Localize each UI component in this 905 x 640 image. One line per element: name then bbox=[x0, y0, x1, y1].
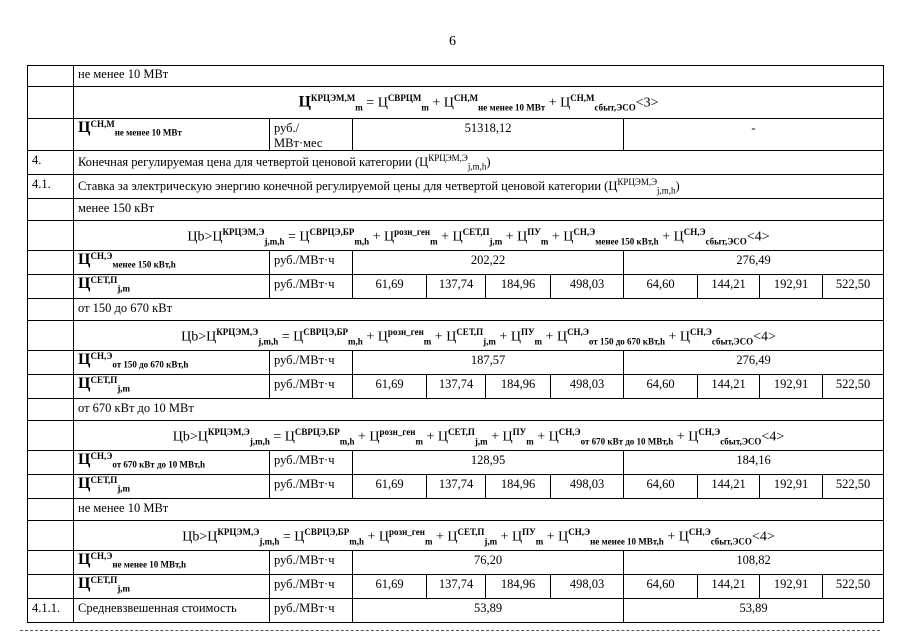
number-cell bbox=[28, 499, 74, 521]
unit-cell: руб./МВт·ч bbox=[270, 251, 353, 275]
symbol-cell: $Ц^{СЕТ,П}_{j,m}$ bbox=[74, 275, 270, 299]
number-cell bbox=[28, 251, 74, 275]
section-title-cell: Ставка за электрическую энергию конечной регулируемой цены для четвертой ценовой категории $(Ц^{КРЦЭМ,Э}_{j,m,h})$ bbox=[74, 175, 884, 199]
power-row bbox=[27, 199, 884, 221]
number-cell bbox=[28, 575, 74, 599]
net-value-cell: 522,50 bbox=[823, 475, 884, 499]
symbol-cell: $Ц^{СН,Э}_{от 670 кВт до 10 МВт,h}$ bbox=[74, 451, 270, 475]
sales-markup-row bbox=[27, 551, 884, 575]
net-value-cell: 498,03 bbox=[551, 375, 624, 399]
value-cell: - bbox=[624, 119, 884, 151]
net-value-cell: 137,74 bbox=[427, 275, 486, 299]
value-cell: 51318,12 bbox=[353, 119, 624, 151]
symbol-cell: $Ц^{СН,Э}_{от 150 до 670 кВт,h}$ bbox=[74, 351, 270, 375]
number-cell bbox=[28, 299, 74, 321]
net-value-cell: 498,03 bbox=[551, 275, 624, 299]
formula-cell: $Ц^{КРЦЭМ,М}_m = Ц^{СВРЦМ}_m + Ц^{СН,М}_{не менее 10 МВт} + Ц^{СН,М}_{сбыт,ЭСО}<3>$ bbox=[74, 87, 884, 119]
capacity-row bbox=[27, 119, 884, 151]
formula-row bbox=[27, 421, 884, 451]
net-value-cell: 184,96 bbox=[486, 475, 551, 499]
net-value-cell: 184,96 bbox=[486, 375, 551, 399]
net-value-cell: 192,91 bbox=[760, 575, 823, 599]
value-cell: 187,57 bbox=[353, 351, 624, 375]
formula-row bbox=[27, 87, 884, 119]
unit-cell: руб./МВт·ч bbox=[270, 275, 353, 299]
power-row bbox=[27, 499, 884, 521]
sales-markup-row bbox=[27, 251, 884, 275]
section-4-row bbox=[27, 151, 884, 175]
net-tariff-row bbox=[27, 275, 884, 299]
net-value-cell: 498,03 bbox=[551, 575, 624, 599]
unit-cell: руб./МВт·ч bbox=[270, 451, 353, 475]
unit-cell: руб./МВт·ч bbox=[270, 475, 353, 499]
number-cell bbox=[28, 65, 74, 87]
net-value-cell: 522,50 bbox=[823, 575, 884, 599]
number-cell bbox=[28, 475, 74, 499]
power-label-cell: менее 150 кВт bbox=[74, 199, 884, 221]
net-value-cell: 61,69 bbox=[353, 275, 427, 299]
net-value-cell: 64,60 bbox=[624, 275, 698, 299]
net-value-cell: 144,21 bbox=[698, 475, 760, 499]
net-value-cell: 192,91 bbox=[760, 375, 823, 399]
value-cell: 108,82 bbox=[624, 551, 884, 575]
value-cell: 184,16 bbox=[624, 451, 884, 475]
power-row bbox=[27, 399, 884, 421]
power-label-cell: не менее 10 МВт bbox=[74, 65, 884, 87]
unit-cell: руб./МВт·ч bbox=[270, 575, 353, 599]
symbol-cell: $Ц^{СЕТ,П}_{j,m}$ bbox=[74, 375, 270, 399]
value-cell: 53,89 bbox=[624, 599, 884, 623]
net-value-cell: 522,50 bbox=[823, 375, 884, 399]
net-value-cell: 61,69 bbox=[353, 375, 427, 399]
number-cell bbox=[28, 351, 74, 375]
net-value-cell: 64,60 bbox=[624, 475, 698, 499]
net-value-cell: 64,60 bbox=[624, 575, 698, 599]
formula-cell: $Цb>Ц^{КРЦЭМ,Э}_{j,m,h} = Ц^{СВРЦЭ,БР}_{m,h} + Ц^{розн\_ген}_m + Ц^{СЕТ,П}_{j,m} + Ц^{ПУ}_m + Ц^{СН,Э}_{не менее 10 МВт,h} + Ц^{СН,Э}_{сбыт,ЭСО}<4>$ bbox=[74, 521, 884, 551]
unit-cell: руб./МВт·ч bbox=[270, 375, 353, 399]
net-value-cell: 144,21 bbox=[698, 575, 760, 599]
sales-markup-row bbox=[27, 451, 884, 475]
section-4-1-row bbox=[27, 175, 884, 199]
net-value-cell: 498,03 bbox=[551, 475, 624, 499]
number-cell bbox=[28, 119, 74, 151]
symbol-cell: $Ц^{СН,Э}_{не менее 10 МВт,h}$ bbox=[74, 551, 270, 575]
net-value-cell: 144,21 bbox=[698, 275, 760, 299]
value-cell: 276,49 bbox=[624, 251, 884, 275]
number-cell bbox=[28, 421, 74, 451]
value-cell: 76,20 bbox=[353, 551, 624, 575]
number-cell bbox=[28, 87, 74, 119]
number-cell: 4.1.1. bbox=[28, 599, 74, 623]
table-top-border bbox=[27, 65, 883, 66]
number-cell bbox=[28, 399, 74, 421]
net-value-cell: 137,74 bbox=[427, 575, 486, 599]
net-value-cell: 192,91 bbox=[760, 475, 823, 499]
unit-cell: руб./ МВт·мес bbox=[270, 119, 353, 151]
net-tariff-row bbox=[27, 475, 884, 499]
net-value-cell: 61,69 bbox=[353, 575, 427, 599]
symbol-cell: $Ц^{СН,Э}_{менее 150 кВт,h}$ bbox=[74, 251, 270, 275]
section-title-cell: Конечная регулируемая цена для четвертой ценовой категории $(Ц^{КРЦЭМ,Э}_{j,m,h})$ bbox=[74, 151, 884, 175]
net-value-cell: 61,69 bbox=[353, 475, 427, 499]
number-cell bbox=[28, 551, 74, 575]
net-tariff-row bbox=[27, 375, 884, 399]
page-bottom-edge bbox=[20, 630, 880, 633]
formula-cell: $Цb>Ц^{КРЦЭМ,Э}_{j,m,h} = Ц^{СВРЦЭ,БР}_{m,h} + Ц^{розн\_ген}_m + Ц^{СЕТ,П}_{j,m} + Ц^{ПУ}_m + Ц^{СН,Э}_{от 150 до 670 кВт,h} + Ц^{СН,Э}_{сбыт,ЭСО}<4>$ bbox=[74, 321, 884, 351]
net-value-cell: 192,91 bbox=[760, 275, 823, 299]
unit-cell: руб./МВт·ч bbox=[270, 551, 353, 575]
net-value-cell: 184,96 bbox=[486, 575, 551, 599]
net-value-cell: 144,21 bbox=[698, 375, 760, 399]
sales-markup-row bbox=[27, 351, 884, 375]
formula-row bbox=[27, 221, 884, 251]
net-value-cell: 137,74 bbox=[427, 475, 486, 499]
unit-cell: руб./МВт·ч bbox=[270, 351, 353, 375]
value-cell: 276,49 bbox=[624, 351, 884, 375]
number-cell: 4. bbox=[28, 151, 74, 175]
formula-cell: $Цb>Ц^{КРЦЭМ,Э}_{j,m,h} = Ц^{СВРЦЭ,БР}_{m,h} + Ц^{розн\_ген}_m + Ц^{СЕТ,П}_{j,m} + Ц^{ПУ}_m + Ц^{СН,Э}_{от 670 кВт до 10 МВт,h} + Ц^{СН,Э}_{сбыт,ЭСО}<4>$ bbox=[74, 421, 884, 451]
net-value-cell: 522,50 bbox=[823, 275, 884, 299]
unit-cell: руб./МВт·ч bbox=[270, 599, 353, 623]
net-tariff-row bbox=[27, 575, 884, 599]
net-value-cell: 184,96 bbox=[486, 275, 551, 299]
power-label-cell: от 670 кВт до 10 МВт bbox=[74, 399, 884, 421]
page-number: 6 bbox=[449, 34, 456, 49]
power-label-cell: от 150 до 670 кВт bbox=[74, 299, 884, 321]
value-cell: 128,95 bbox=[353, 451, 624, 475]
net-value-cell: 137,74 bbox=[427, 375, 486, 399]
power-row bbox=[27, 65, 884, 87]
number-cell bbox=[28, 321, 74, 351]
number-cell bbox=[28, 451, 74, 475]
formula-row bbox=[27, 521, 884, 551]
number-cell bbox=[28, 275, 74, 299]
number-cell: 4.1. bbox=[28, 175, 74, 199]
number-cell bbox=[28, 375, 74, 399]
number-cell bbox=[28, 221, 74, 251]
section-title-cell: Средневзвешенная стоимость bbox=[74, 599, 270, 623]
number-cell bbox=[28, 521, 74, 551]
number-cell bbox=[28, 199, 74, 221]
value-cell: 202,22 bbox=[353, 251, 624, 275]
symbol-cell: $Ц^{СЕТ,П}_{j,m}$ bbox=[74, 575, 270, 599]
weighted-cost-row bbox=[27, 599, 884, 623]
power-label-cell: не менее 10 МВт bbox=[74, 499, 884, 521]
symbol-cell: $Ц^{СН,М}_{не менее 10 МВт}$ bbox=[74, 119, 270, 151]
power-row bbox=[27, 299, 884, 321]
formula-row bbox=[27, 321, 884, 351]
value-cell: 53,89 bbox=[353, 599, 624, 623]
symbol-cell: $Ц^{СЕТ,П}_{j,m}$ bbox=[74, 475, 270, 499]
formula-cell: $Цb>Ц^{КРЦЭМ,Э}_{j,m,h} = Ц^{СВРЦЭ,БР}_{m,h} + Ц^{розн\_ген}_m + Ц^{СЕТ,П}_{j,m} + Ц^{ПУ}_m + Ц^{СН,Э}_{менее 150 кВт,h} + Ц^{СН,Э}_{сбыт,ЭСО}<4>$ bbox=[74, 221, 884, 251]
net-value-cell: 64,60 bbox=[624, 375, 698, 399]
